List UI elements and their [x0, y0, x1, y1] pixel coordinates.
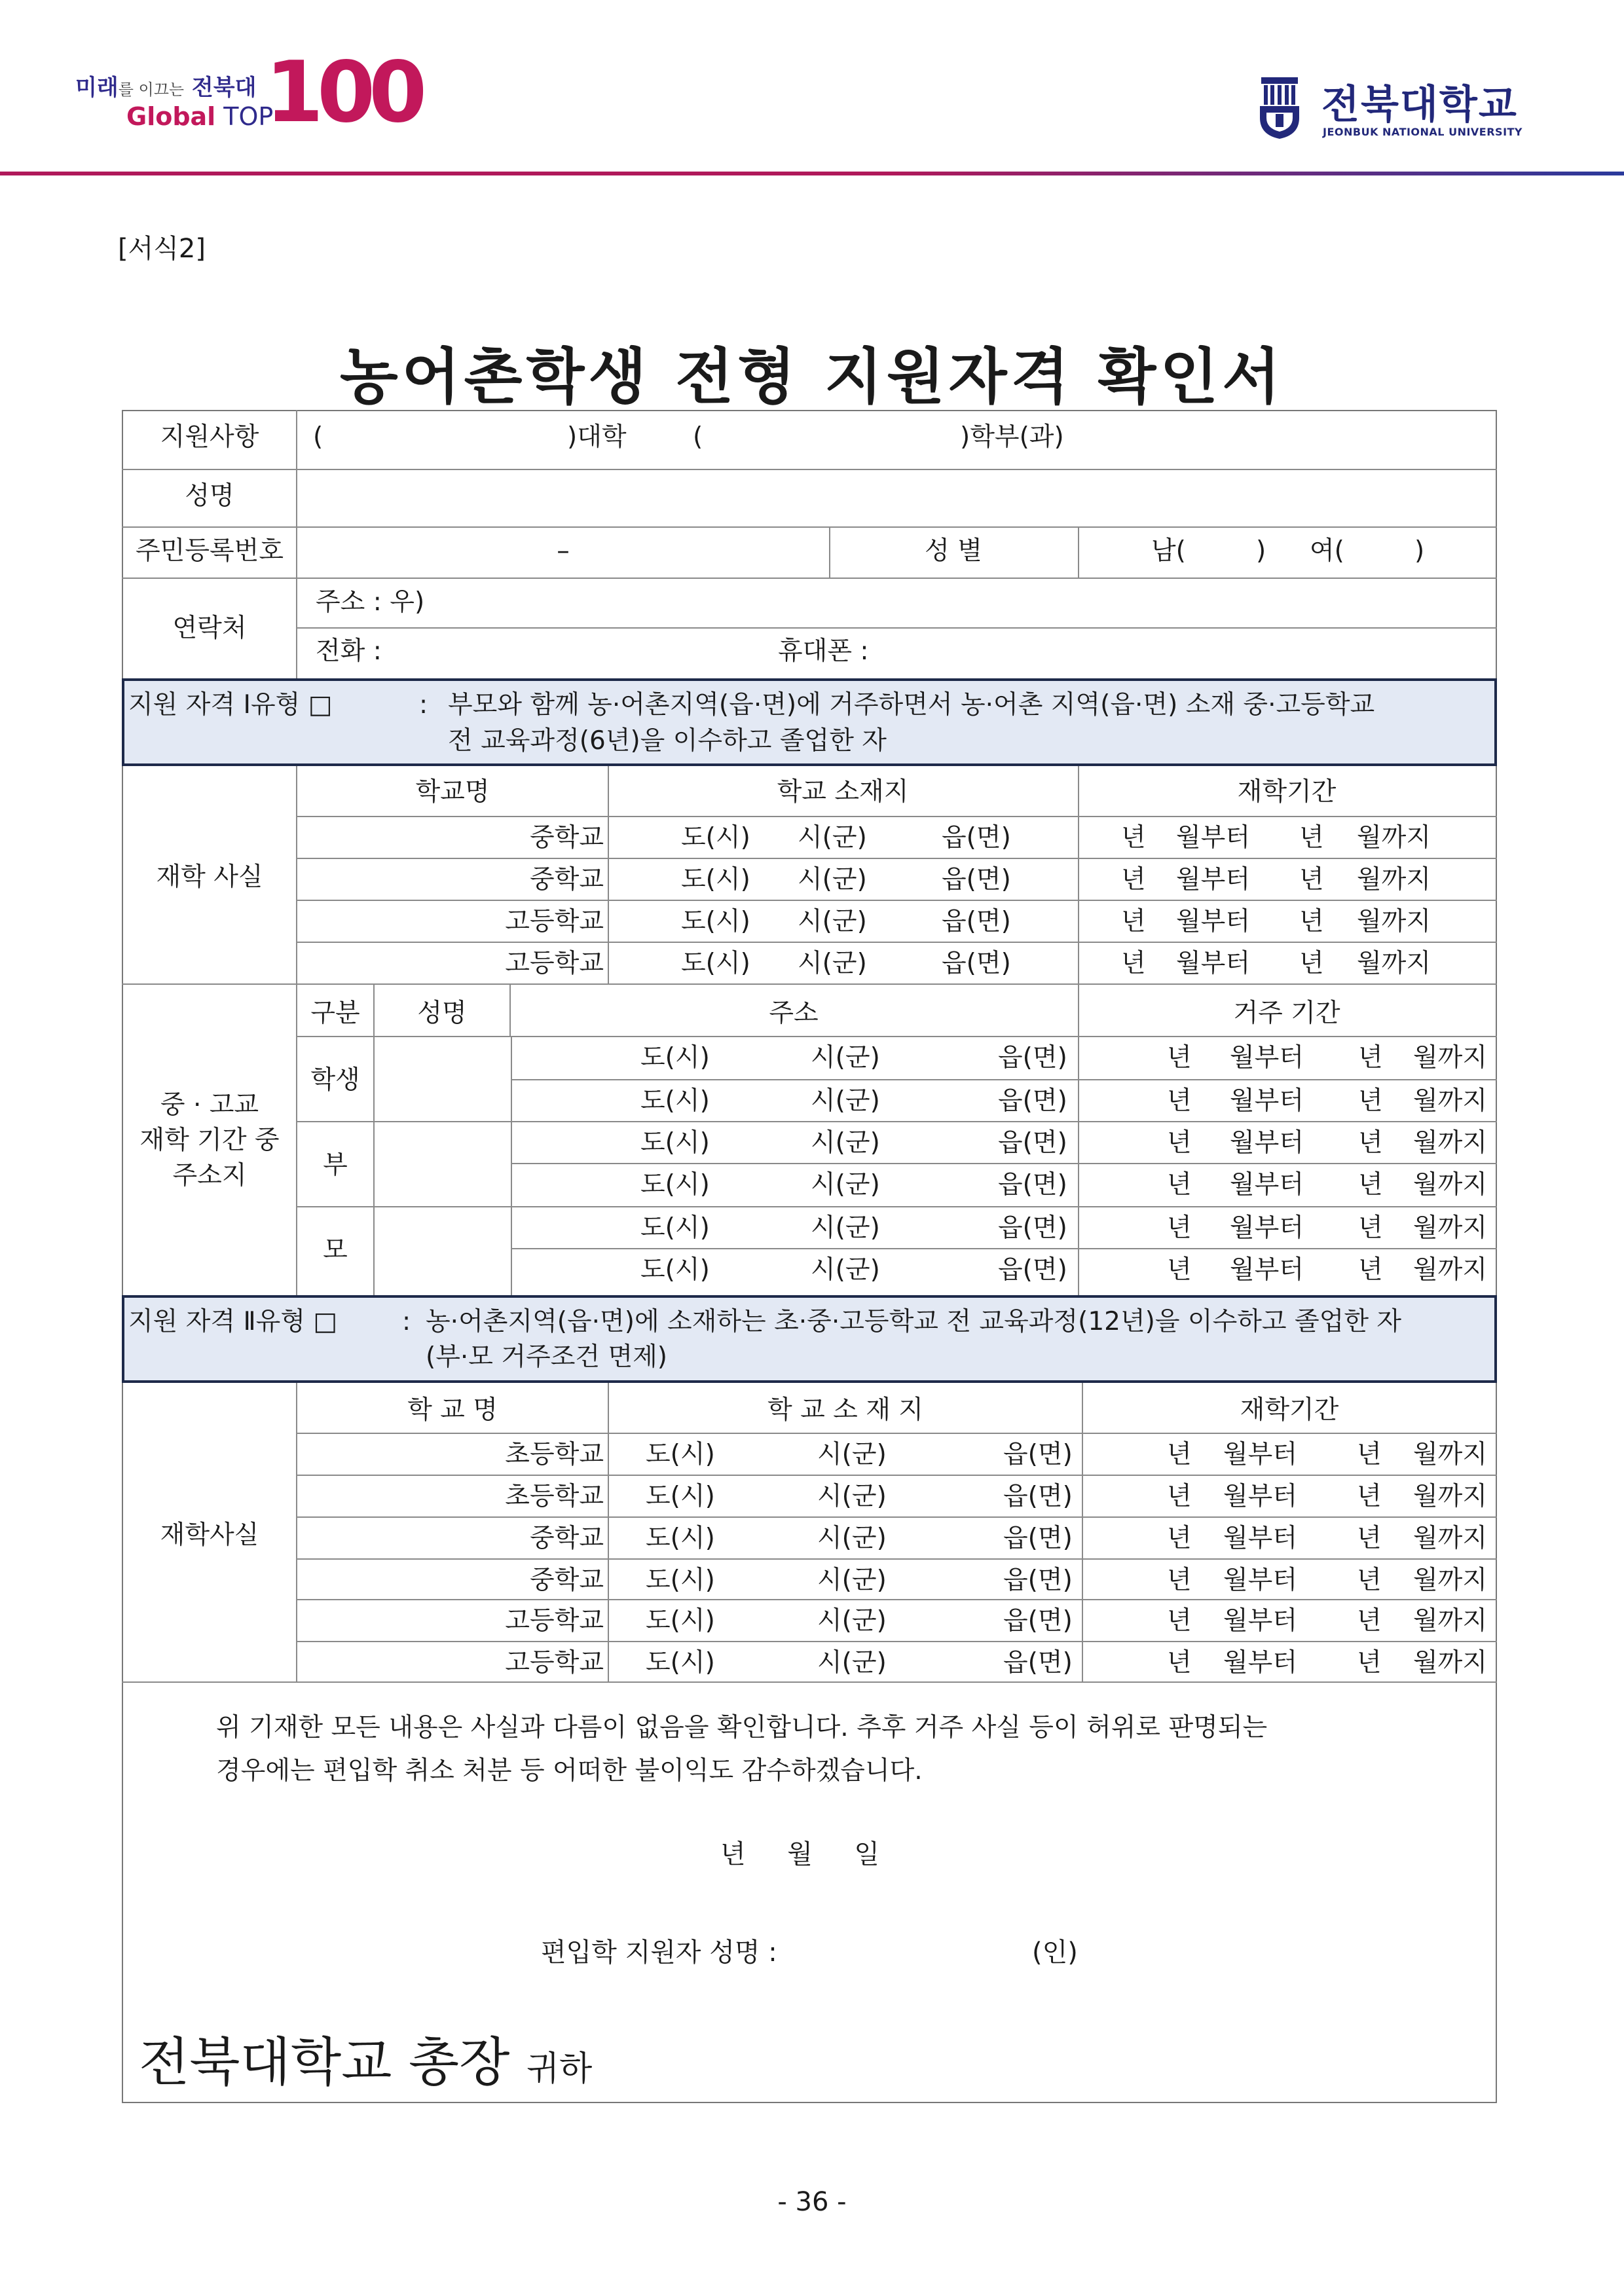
residence-start-year[interactable]: 년 — [1167, 1170, 1192, 1200]
period-start-month[interactable]: 월부터 — [1176, 907, 1251, 936]
residence-start-year[interactable]: 년 — [1167, 1255, 1192, 1285]
residence-province[interactable]: 도(시) — [640, 1128, 710, 1158]
period-end-year[interactable]: 년 — [1299, 865, 1324, 894]
location-town[interactable]: 읍(면) — [942, 823, 1011, 853]
period-end-year[interactable]: 년 — [1299, 823, 1324, 853]
top-text: TOP — [223, 102, 274, 131]
period-start-year[interactable]: 년 — [1121, 823, 1146, 853]
residence-end-month[interactable]: 월까지 — [1413, 1213, 1488, 1243]
location-town[interactable]: 읍(면) — [942, 865, 1011, 894]
residence-town[interactable]: 읍(면) — [998, 1086, 1067, 1116]
period-start-month[interactable]: 월부터 — [1223, 1648, 1298, 1678]
header-divider — [0, 172, 1624, 175]
row-divider — [296, 1475, 1497, 1476]
recipient-suffix: 귀하 — [526, 2049, 593, 2089]
period-start-year[interactable]: 년 — [1121, 907, 1146, 936]
declaration-line1: 위 기재한 모든 내용은 사실과 다름이 없음을 확인합니다. 추후 거주 사실 등이 허위로 판명되는 — [216, 1713, 1268, 1742]
row-divider — [296, 627, 1497, 629]
apply-field-college[interactable]: )대학 — [567, 422, 627, 452]
address-field[interactable]: 주소 : 우) — [316, 587, 425, 617]
location-province[interactable]: 도(시) — [646, 1440, 715, 1469]
residence-town[interactable]: 읍(면) — [998, 1170, 1067, 1200]
type1-school-name: 고등학교 — [505, 907, 604, 936]
global-top-100-logo — [75, 44, 421, 141]
residence-end-month[interactable]: 월까지 — [1413, 1086, 1488, 1116]
location-city[interactable]: 시(군) — [817, 1524, 887, 1553]
type1-enrollment-period-header: 재학기간 — [1237, 777, 1337, 807]
global-top-line — [126, 102, 273, 131]
gender-male-option[interactable]: 남( — [1151, 536, 1186, 566]
col-divider — [608, 1383, 609, 1681]
residence-group-mother: 모 — [323, 1236, 348, 1265]
location-province[interactable]: 도(시) — [646, 1524, 715, 1553]
location-town[interactable]: 읍(면) — [1003, 1524, 1073, 1553]
location-city[interactable]: 시(군) — [798, 949, 867, 978]
row-divider — [296, 1641, 1497, 1642]
residence-end-month[interactable]: 월까지 — [1413, 1128, 1488, 1158]
row-divider — [296, 816, 1497, 817]
period-end-year[interactable]: 년 — [1357, 1440, 1382, 1469]
residence-start-year[interactable]: 년 — [1167, 1086, 1192, 1116]
row-divider — [296, 1121, 1497, 1122]
residence-city[interactable]: 시(군) — [811, 1213, 880, 1243]
residence-start-month[interactable]: 월부터 — [1230, 1043, 1304, 1073]
residence-end-month[interactable]: 월까지 — [1413, 1255, 1488, 1285]
phone-field[interactable]: 전화 : — [316, 636, 382, 666]
type2-description-line2: (부·모 거주조건 면제) — [426, 1342, 668, 1372]
university-name: 전북대학교 — [1321, 82, 1518, 128]
period-start-month[interactable]: 월부터 — [1223, 1606, 1298, 1636]
location-city[interactable]: 시(군) — [798, 823, 867, 853]
location-town[interactable]: 읍(면) — [1003, 1566, 1073, 1595]
residence-group-student: 학생 — [310, 1065, 360, 1095]
col-divider — [511, 1036, 512, 1295]
period-start-year[interactable]: 년 — [1167, 1440, 1192, 1469]
type2-checkbox-label[interactable]: 지원 자격 Ⅱ유형 □ — [128, 1307, 338, 1336]
residence-end-month[interactable]: 월까지 — [1413, 1170, 1488, 1200]
location-city[interactable]: 시(군) — [817, 1440, 887, 1469]
gender-male-close: ) — [1256, 536, 1266, 566]
residence-end-year[interactable]: 년 — [1358, 1128, 1383, 1158]
residence-start-month[interactable]: 월부터 — [1230, 1213, 1304, 1243]
period-end-month[interactable]: 월까지 — [1413, 1524, 1488, 1553]
applicant-name-label: 편입학 지원자 성명 : — [541, 1937, 777, 1968]
period-start-year[interactable]: 년 — [1167, 1524, 1192, 1553]
period-end-year[interactable]: 년 — [1357, 1524, 1382, 1553]
signature-date[interactable]: 년 월 일 — [720, 1839, 880, 1869]
university-english-name: JEONBUK NATIONAL UNIVERSITY — [1323, 126, 1523, 138]
type1-school-name-header: 학교명 — [415, 777, 490, 807]
recipient — [139, 2020, 592, 2095]
location-town[interactable]: 읍(면) — [1003, 1648, 1073, 1678]
residence-town[interactable]: 읍(면) — [998, 1043, 1067, 1073]
period-end-month[interactable]: 월까지 — [1413, 1606, 1488, 1636]
period-start-month[interactable]: 월부터 — [1176, 865, 1251, 894]
residence-end-year[interactable]: 년 — [1358, 1043, 1383, 1073]
type2-school-location-header: 학 교 소 재 지 — [767, 1395, 923, 1425]
residence-town[interactable]: 읍(면) — [998, 1255, 1067, 1285]
period-end-month[interactable]: 월까지 — [1413, 1482, 1488, 1511]
recipient-name: 전북대학교 총장 — [139, 2032, 510, 2093]
residence-city[interactable]: 시(군) — [811, 1255, 880, 1285]
row-divider — [296, 1433, 1497, 1434]
type1-school-section-label: 재학 사실 — [156, 862, 263, 892]
period-end-month[interactable]: 월까지 — [1357, 823, 1431, 853]
row-divider — [296, 1036, 1497, 1037]
rrn-field[interactable]: – — [557, 536, 570, 566]
residence-section-label-line3: 주소지 — [172, 1161, 247, 1190]
period-start-year[interactable]: 년 — [1121, 949, 1146, 978]
row-divider — [511, 1163, 1497, 1164]
row-divider — [296, 900, 1497, 901]
row-divider — [122, 578, 1497, 579]
location-province[interactable]: 도(시) — [681, 907, 750, 936]
row-divider — [296, 1558, 1497, 1560]
residence-city[interactable]: 시(군) — [811, 1086, 880, 1116]
location-town[interactable]: 읍(면) — [1003, 1482, 1073, 1511]
residence-start-year[interactable]: 년 — [1167, 1128, 1192, 1158]
type1-school-name: 중학교 — [529, 823, 604, 853]
location-town[interactable]: 읍(면) — [942, 907, 1011, 936]
residence-start-month[interactable]: 월부터 — [1230, 1170, 1304, 1200]
residence-city[interactable]: 시(군) — [811, 1128, 880, 1158]
period-end-month[interactable]: 월까지 — [1357, 907, 1431, 936]
location-province[interactable]: 도(시) — [681, 949, 750, 978]
gender-female-close: ) — [1414, 536, 1425, 566]
location-city[interactable]: 시(군) — [817, 1606, 887, 1636]
type2-school-name-header: 학 교 명 — [407, 1395, 498, 1425]
mobile-field[interactable]: 휴대폰 : — [778, 636, 869, 666]
row-divider — [296, 942, 1497, 943]
period-end-year[interactable]: 년 — [1357, 1482, 1382, 1511]
col-divider — [1082, 1383, 1083, 1681]
apply-label: 지원사항 — [160, 422, 259, 452]
type2-school-name: 고등학교 — [505, 1648, 604, 1678]
row-divider — [122, 1681, 1497, 1683]
document-title: 농어촌학생 전형 지원자격 확인서 — [339, 342, 1285, 412]
location-city[interactable]: 시(군) — [817, 1648, 887, 1678]
location-town[interactable]: 읍(면) — [942, 949, 1011, 978]
row-divider — [511, 1079, 1497, 1080]
residence-header-name: 성명 — [417, 999, 467, 1028]
declaration-line2: 경우에는 편입학 취소 처분 등 어떠한 불이익도 감수하겠습니다. — [216, 1756, 923, 1786]
location-city[interactable]: 시(군) — [798, 865, 867, 894]
residence-start-month[interactable]: 월부터 — [1230, 1255, 1304, 1285]
period-start-year[interactable]: 년 — [1121, 865, 1146, 894]
residence-province[interactable]: 도(시) — [640, 1255, 710, 1285]
residence-end-year[interactable]: 년 — [1358, 1213, 1383, 1243]
residence-province[interactable]: 도(시) — [640, 1213, 710, 1243]
period-end-month[interactable]: 월까지 — [1357, 865, 1431, 894]
row-divider — [122, 526, 1497, 528]
type2-description-line1: 농·어촌지역(읍·면)에 소재하는 초·중·고등학교 전 교육과정(12년)을 이수하고 졸업한 자 — [426, 1307, 1402, 1336]
residence-group-father: 부 — [323, 1150, 348, 1180]
residence-end-year[interactable]: 년 — [1358, 1086, 1383, 1116]
period-start-year[interactable]: 년 — [1167, 1606, 1192, 1636]
row-divider — [296, 1516, 1497, 1518]
period-start-month[interactable]: 월부터 — [1223, 1440, 1298, 1469]
type2-school-name: 중학교 — [529, 1566, 604, 1595]
row-divider — [296, 1206, 1497, 1207]
type2-colon: : — [402, 1307, 411, 1336]
name-label: 성명 — [185, 481, 234, 511]
location-city[interactable]: 시(군) — [817, 1482, 887, 1511]
residence-province[interactable]: 도(시) — [640, 1086, 710, 1116]
residence-end-year[interactable]: 년 — [1358, 1255, 1383, 1285]
apply-field-dept[interactable]: )학부(과) — [960, 422, 1064, 452]
slogan-part-c: 전북대 — [191, 75, 257, 101]
rrn-label: 주민등록번호 — [135, 536, 284, 566]
residence-city[interactable]: 시(군) — [811, 1043, 880, 1073]
global-text: Global — [126, 102, 216, 131]
residence-section-label-line1: 중 · 고교 — [160, 1090, 259, 1120]
location-province[interactable]: 도(시) — [681, 823, 750, 853]
type2-enrollment-period-header: 재학기간 — [1240, 1395, 1339, 1425]
residence-city[interactable]: 시(군) — [811, 1170, 880, 1200]
residence-section-label-line2: 재학 기간 중 — [139, 1126, 280, 1155]
type1-school-location-header: 학교 소재지 — [777, 777, 909, 807]
residence-start-year[interactable]: 년 — [1167, 1213, 1192, 1243]
residence-end-year[interactable]: 년 — [1358, 1170, 1383, 1200]
col-divider — [1078, 526, 1079, 578]
period-end-year[interactable]: 년 — [1357, 1566, 1382, 1595]
university-emblem-icon — [1257, 75, 1302, 140]
period-start-month[interactable]: 월부터 — [1223, 1524, 1298, 1553]
period-start-month[interactable]: 월부터 — [1176, 949, 1251, 978]
col-divider — [1078, 983, 1079, 1295]
apply-field-dept-open[interactable]: ( — [693, 422, 703, 452]
type1-colon: : — [419, 690, 428, 720]
type1-description-line2: 전 교육과정(6년)을 이수하고 졸업한 자 — [448, 726, 887, 756]
period-end-year[interactable]: 년 — [1357, 1606, 1382, 1636]
type1-checkbox-label[interactable]: 지원 자격 Ⅰ유형 □ — [128, 690, 333, 720]
residence-start-year[interactable]: 년 — [1167, 1043, 1192, 1073]
residence-town[interactable]: 읍(면) — [998, 1128, 1067, 1158]
type1-school-name: 고등학교 — [505, 949, 604, 978]
location-province[interactable]: 도(시) — [646, 1648, 715, 1678]
gender-female-option[interactable]: 여( — [1310, 536, 1344, 566]
residence-header-address: 주소 — [769, 999, 819, 1028]
period-end-year[interactable]: 년 — [1299, 949, 1324, 978]
type1-school-name: 중학교 — [529, 865, 604, 894]
location-province[interactable]: 도(시) — [646, 1566, 715, 1595]
row-divider — [296, 858, 1497, 859]
residence-town[interactable]: 읍(면) — [998, 1213, 1067, 1243]
period-start-year[interactable]: 년 — [1167, 1566, 1192, 1595]
period-start-year[interactable]: 년 — [1167, 1482, 1192, 1511]
contact-label: 연락처 — [172, 614, 247, 643]
period-end-year[interactable]: 년 — [1357, 1648, 1382, 1678]
location-city[interactable]: 시(군) — [798, 907, 867, 936]
residence-end-month[interactable]: 월까지 — [1413, 1043, 1488, 1073]
location-town[interactable]: 읍(면) — [1003, 1440, 1073, 1469]
apply-field-college-open[interactable]: ( — [313, 422, 323, 452]
university-logo — [1257, 69, 1545, 148]
form-code: [서식2] — [118, 234, 206, 264]
hundred-mark: 100 — [265, 44, 421, 141]
gender-label: 성 별 — [925, 536, 982, 566]
name-field[interactable] — [297, 470, 1496, 525]
period-end-month[interactable]: 월까지 — [1357, 949, 1431, 978]
period-end-month[interactable]: 월까지 — [1413, 1566, 1488, 1595]
residence-start-month[interactable]: 월부터 — [1230, 1086, 1304, 1116]
period-end-month[interactable]: 월까지 — [1413, 1648, 1488, 1678]
page-number: - 36 - — [777, 2187, 847, 2217]
type2-school-name: 고등학교 — [505, 1606, 604, 1636]
period-end-month[interactable]: 월까지 — [1413, 1440, 1488, 1469]
location-town[interactable]: 읍(면) — [1003, 1606, 1073, 1636]
location-province[interactable]: 도(시) — [646, 1482, 715, 1511]
row-divider — [296, 1599, 1497, 1600]
type2-school-name: 초등학교 — [505, 1482, 604, 1511]
seal-placeholder[interactable]: (인) — [1032, 1937, 1078, 1968]
residence-start-month[interactable]: 월부터 — [1230, 1128, 1304, 1158]
period-start-month[interactable]: 월부터 — [1223, 1482, 1298, 1511]
declaration — [216, 1706, 1267, 1793]
col-divider — [373, 983, 375, 1295]
row-divider — [122, 983, 1497, 985]
location-province[interactable]: 도(시) — [646, 1606, 715, 1636]
location-city[interactable]: 시(군) — [817, 1566, 887, 1595]
type2-school-name: 초등학교 — [505, 1440, 604, 1469]
period-start-month[interactable]: 월부터 — [1176, 823, 1251, 853]
residence-header-period: 거주 기간 — [1233, 999, 1340, 1028]
residence-header-division: 구분 — [310, 999, 360, 1028]
period-start-year[interactable]: 년 — [1167, 1648, 1192, 1678]
location-province[interactable]: 도(시) — [681, 865, 750, 894]
slogan-part-b: 를 이끄는 — [118, 81, 185, 99]
type1-description-line1: 부모와 함께 농·어촌지역(읍·면)에 거주하면서 농·어촌 지역(읍·면) 소재 중·고등학교 — [448, 690, 1375, 720]
type2-school-name: 중학교 — [529, 1524, 604, 1553]
residence-province[interactable]: 도(시) — [640, 1170, 710, 1200]
type2-section-label: 재학사실 — [160, 1520, 259, 1550]
period-end-year[interactable]: 년 — [1299, 907, 1324, 936]
residence-province[interactable]: 도(시) — [640, 1043, 710, 1073]
slogan-line — [75, 69, 256, 101]
slogan-part-a: 미래 — [75, 75, 119, 101]
row-divider — [511, 1248, 1497, 1249]
period-start-month[interactable]: 월부터 — [1223, 1566, 1298, 1595]
